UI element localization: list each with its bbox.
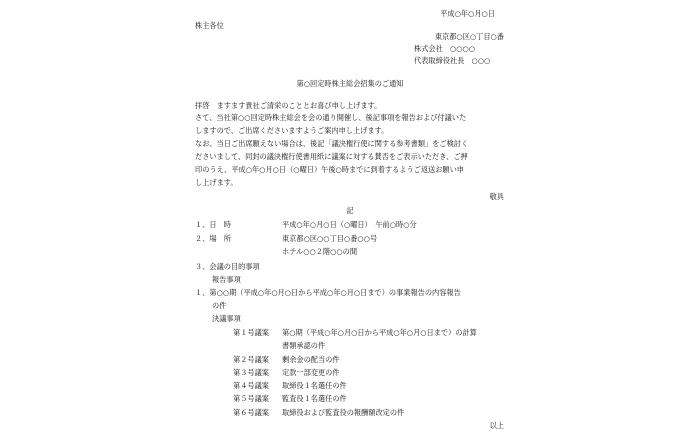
- agenda-label: ３、会議の目的事項: [195, 262, 260, 271]
- closing-keigu: 敬具: [489, 192, 504, 201]
- report-heading: 報告事項: [212, 275, 241, 284]
- report-item-continued: の件: [212, 301, 227, 310]
- ending-ijou: 以上: [489, 421, 504, 430]
- body-line: し上げます。: [195, 178, 238, 187]
- resolution-label: 第３号議案: [233, 368, 269, 377]
- resolution-label: 第６号議案: [233, 408, 269, 417]
- body-line: 拝啓 ますます貴社ご清栄のこととお喜び申し上げます。: [195, 101, 382, 110]
- document-title: 第○回定時株主総会招集のご通知: [296, 79, 404, 88]
- resolution-label: 第４号議案: [233, 381, 269, 390]
- resolution-text: 取締役１名選任の件: [282, 381, 347, 390]
- sender-address: 東京都○区○丁目○番: [434, 32, 504, 41]
- ki-heading: 記: [346, 206, 354, 215]
- place-value-venue: ホテル○○２階○○の間: [282, 247, 358, 256]
- resolution-text: 監査役１名選任の件: [282, 394, 347, 403]
- resolution-text: 定款一部変更の件: [282, 368, 340, 377]
- resolution-heading: 決議事項: [212, 314, 241, 323]
- sender-representative: 代表取締役社長 ○○○: [414, 56, 491, 65]
- resolution-text: 書類承認の件: [282, 341, 326, 350]
- document-date: 平成○年○月○日: [440, 9, 495, 18]
- body-line: なお、当日ご出席願えない場合は、後記「議決権行使に関する参考書類」をご検討く: [195, 139, 469, 148]
- resolution-label: 第１号議案: [233, 328, 269, 337]
- place-value-address: 東京都○区○○丁目○番○○号: [282, 234, 378, 243]
- date-value: 平成○年○月○日（○曜日） 午前○時○分: [282, 220, 417, 229]
- report-item: １、第○○期（平成○年○月○日から平成○年○月○日まで）の事業報告の内容報告: [195, 288, 461, 297]
- addressee: 株主各位: [195, 21, 224, 30]
- resolution-text: 第○期（平成○年○月○日から平成○年○月○日まで）の計算: [282, 328, 477, 337]
- sender-company: 株式会社 ○○○○: [414, 44, 476, 53]
- body-line: 印のうえ、平成○年○月○日（○曜日）午後○時までに到着するようご返送お願い申: [195, 165, 464, 174]
- body-line: さて、当社第○○回定時株主総会を会の通り開催し、後記事項を報告および付議いた: [195, 113, 467, 122]
- date-label: １、日 時: [195, 220, 231, 229]
- place-label: ２、場 所: [195, 234, 231, 243]
- resolution-text: 剰余金の配当の件: [282, 355, 340, 364]
- body-line: しますので、ご出席くださいますようご案内申し上げます。: [195, 126, 389, 135]
- resolution-label: 第２号議案: [233, 355, 269, 364]
- resolution-text: 取締役および監査役の報酬額改定の件: [282, 408, 405, 417]
- body-line: ださいまして、同封の議決権行使書用紙に議案に対する賛否をご表示いただき、ご押: [195, 152, 468, 161]
- resolution-label: 第５号議案: [233, 394, 269, 403]
